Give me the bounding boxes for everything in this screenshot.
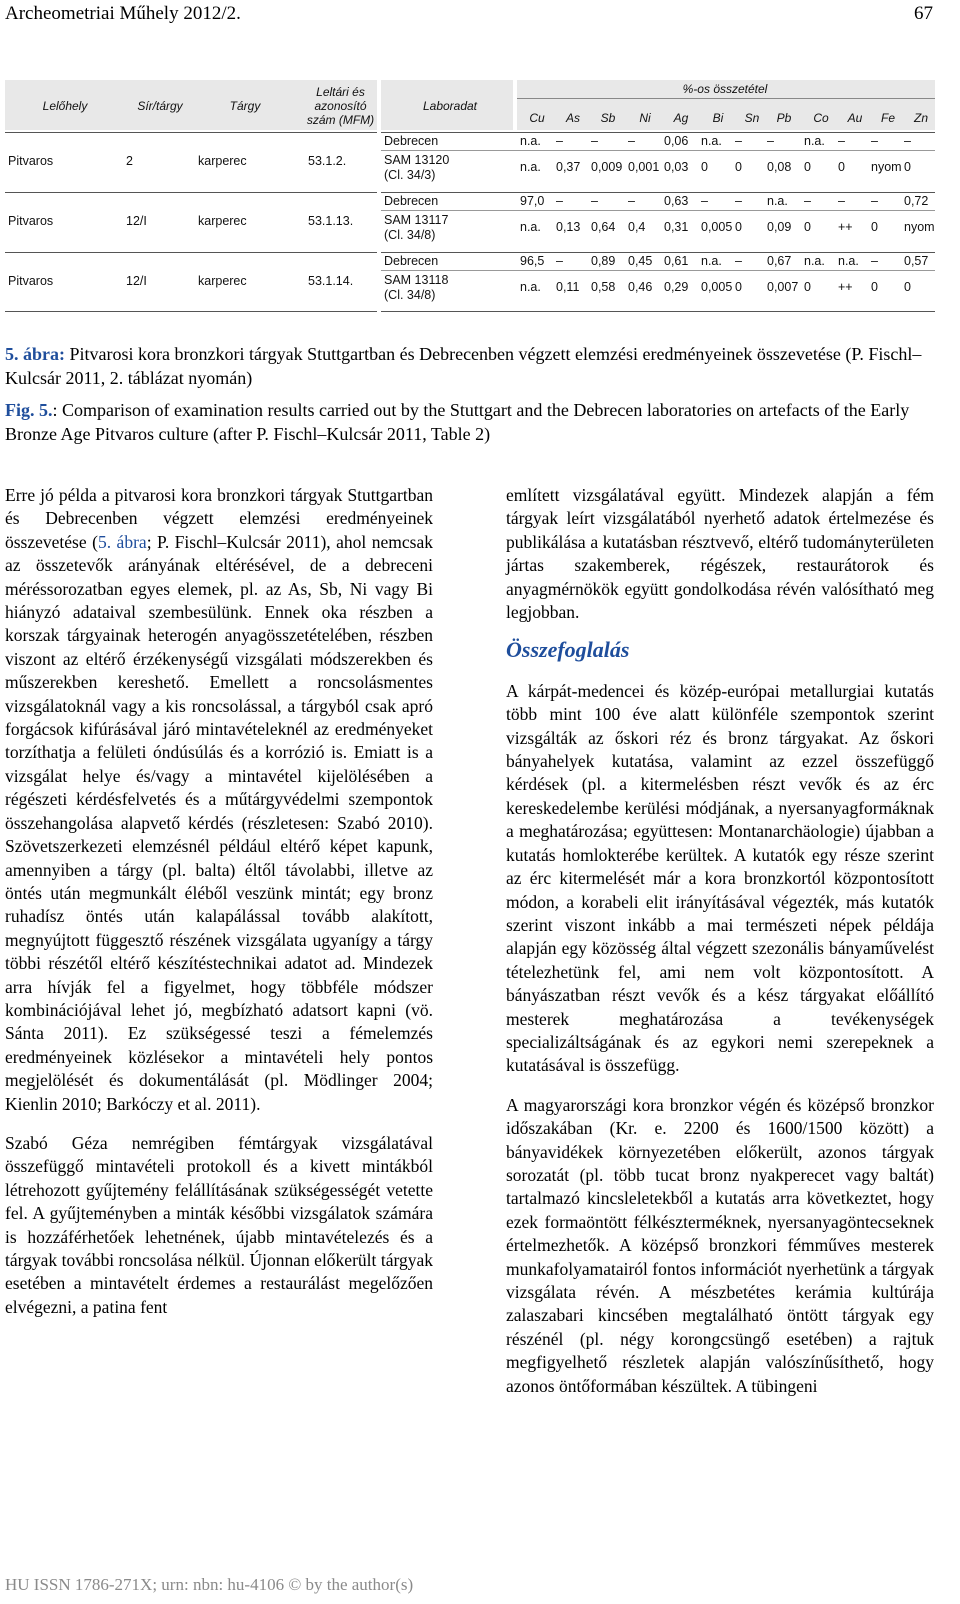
cell-value: 0,61 — [664, 254, 689, 268]
cell-value: 0 — [735, 220, 742, 234]
cell-value: 0 — [804, 280, 811, 294]
cell-inventory: 53.1.13. — [308, 214, 354, 228]
cell-value: – — [591, 194, 598, 208]
cell-value: 0,29 — [664, 280, 689, 294]
paragraph: A magyarországi kora bronzkor végén és középső bronzkor időszakában (Kr. e. 2200 és 1600/1500 között) a bányavidékek környezetében előkerült, azonos tárgyak sorozatát (pl. több tucat bronz nyakperecet vagy baltát) tartalmazó kincsleletekből a kutatás arra következtet, hogy ezek formaöntött félkészterméknek, nyersanyagöntecseknek értelmezhetők. A középső bronzkori fémműves mesterek munkafolyamatairól fontos információt nyerhetünk a tárgyak vizsgálata révén. A mészbetétes kerámia kultúrája zalaszabari kincsében megtalálható öntött tárgyak egy részénél (pl. négy korongcsüngő esetében) a rajtuk megfigyelhető részletek alapján valószínűsíthető, hogy azonos öntőformában készültek. A tübingeni — [506, 1094, 934, 1396]
cell-inventory: 53.1.2. — [308, 154, 347, 168]
cell-value: 0 — [735, 280, 742, 294]
cell-value: – — [904, 134, 911, 148]
element-header: Bi — [712, 111, 724, 125]
running-header — [5, 2, 955, 26]
element-header: Au — [847, 111, 863, 125]
section-heading: Összefoglalás — [506, 637, 630, 663]
element-header: Cu — [529, 111, 545, 125]
caption-en-label: Fig. 5. — [5, 400, 53, 420]
cell-value: nyom — [871, 160, 902, 174]
col-header-leltari-line3: szám (MFM) — [306, 113, 375, 127]
caption-hu-label: 5. ábra: — [5, 344, 65, 364]
cell-value: – — [628, 194, 635, 208]
cell-value: n.a. — [520, 160, 541, 174]
table-bottom-line — [5, 311, 377, 312]
cell-value: 0,001 — [628, 160, 660, 174]
cell-value: – — [735, 194, 742, 208]
cell-value: 0 — [804, 220, 811, 234]
sub-row-divider — [381, 150, 935, 151]
cell-lab: Debrecen — [384, 254, 439, 268]
cell-value: 0 — [701, 160, 708, 174]
cell-value: n.a. — [804, 254, 825, 268]
cell-value: n.a. — [701, 254, 722, 268]
cell-value: n.a. — [767, 194, 788, 208]
cell-value: 0,31 — [664, 220, 689, 234]
col-header-leltari-line1: Leltári és — [316, 85, 365, 99]
caption-hu-text: Pitvarosi kora bronzkori tárgyak Stuttgartban és Debrecenben végzett elemzési eredményeinek összevetése (P. Fischl–Kulcsár 2011, 2. táblázat nyomán) — [5, 344, 922, 388]
cell-value: 0,37 — [556, 160, 581, 174]
cell-value: 0,06 — [664, 134, 689, 148]
cell-value: 0,57 — [904, 254, 929, 268]
right-column — [506, 484, 934, 1398]
col-header-laboradat: Laboradat — [422, 99, 478, 113]
cell-value: – — [838, 194, 845, 208]
cell-value: n.a. — [520, 134, 541, 148]
cell-value: – — [871, 254, 878, 268]
cell-object: karperec — [198, 274, 247, 288]
cell-value: 0,64 — [591, 220, 616, 234]
cell-value: n.a. — [838, 254, 859, 268]
paragraph — [5, 484, 433, 1116]
left-column — [5, 484, 433, 1319]
cell-value: – — [871, 134, 878, 148]
cell-value: 0,007 — [767, 280, 799, 294]
cell-value: 0 — [804, 160, 811, 174]
element-header: Sn — [744, 111, 760, 125]
col-header-targy: Tárgy — [229, 99, 261, 113]
sub-row-divider — [381, 270, 935, 271]
element-header: As — [565, 111, 580, 125]
cell-value: – — [735, 254, 742, 268]
row-divider — [5, 192, 377, 193]
cell-value: 0,03 — [664, 160, 689, 174]
cell-value: 0,67 — [767, 254, 792, 268]
cell-value: ++ — [838, 220, 853, 234]
cell-value: 0,009 — [591, 160, 623, 174]
cell-value: 0,89 — [591, 254, 616, 268]
cell-grave: 2 — [126, 154, 133, 168]
cell-value: 0,08 — [767, 160, 792, 174]
cell-value: – — [591, 134, 598, 148]
cell-value: 0,005 — [701, 280, 733, 294]
cell-value: 0,13 — [556, 220, 581, 234]
cell-value: – — [556, 134, 563, 148]
cell-site: Pitvaros — [8, 214, 54, 228]
footer-issn: HU ISSN 1786-271X; urn: nbn: hu-4106 © by the author(s) — [5, 1575, 414, 1594]
cell-lab: SAM 13118 — [384, 273, 449, 287]
cell-value: 97,0 — [520, 194, 545, 208]
cell-value: 0 — [871, 280, 878, 294]
figure-reference: 5. ábra — [97, 531, 147, 552]
cell-lab: SAM 13117 — [384, 213, 449, 227]
cell-inventory: 53.1.14. — [308, 274, 354, 288]
cell-value: 0 — [871, 220, 878, 234]
col-header-sir: Sír/tárgy — [137, 99, 183, 113]
cell-value: 0 — [838, 160, 845, 174]
cell-value: n.a. — [520, 220, 541, 234]
element-header: Pb — [776, 111, 792, 125]
row-divider — [381, 132, 935, 133]
cell-lab: SAM 13120 — [384, 153, 450, 167]
cell-value: n.a. — [520, 280, 541, 294]
cell-value: – — [767, 134, 774, 148]
cell-value: n.a. — [701, 134, 722, 148]
row-divider — [381, 192, 935, 193]
cell-lab: (Cl. 34/8) — [384, 228, 436, 242]
cell-value: 0,09 — [767, 220, 792, 234]
element-header: Co — [813, 111, 829, 125]
cell-object: karperec — [198, 154, 247, 168]
cell-value: 0,11 — [556, 280, 580, 294]
caption-en-text: : Comparison of examination results carried out by the Stuttgart and the Debrecen laboratories on artefacts of the Early Bronze Age Pitvaros culture (after P. Fischl–Kulcsár 2011, Table 2) — [5, 400, 910, 444]
col-header-composition: %-os összetétel — [682, 82, 768, 96]
cell-value: – — [735, 134, 742, 148]
figure-caption-hu — [5, 342, 935, 390]
cell-value: 0 — [904, 160, 911, 174]
col-header-leltari-line2: azonosító — [314, 99, 367, 113]
cell-value: – — [838, 134, 845, 148]
col-header-leltari — [303, 85, 378, 127]
cell-lab: Debrecen — [384, 134, 439, 148]
table-bottom-line — [381, 311, 935, 312]
cell-value: – — [871, 194, 878, 208]
paragraph: A kárpát-medencei és közép-európai metallurgiai kutatás több mint 100 éve alatt különféle szempontok szerint vizsgálták az őskori réz és bronz tárgyakat. Az őskori bányahelyek kutatása, valamint az ezzel összefüggő kérdések (pl. a kitermelésben részt vevők és az érc kereskedelembe kerülési módjának, a nyersanyagformáknak a meghatározása; együttesen: Montanarchäologie) újabban a kutatás homlokterébe kerültek. A kutatók egy része szerint az érc kitermelését már a kora bronzkortól központosított módon, a korabeli elit irányításával végezték, más kutatók szerint viszont inkább a mai természeti népek példája alapján egy közösség által végzett szezonális bányaművelést tételezhetünk fel, ami nem volt központosított. A bányászatban részt vevők és a kész tárgyakat előállító mesterek meghatározása a tevékenységek specializáltságának és az egykori nemi szerepeknek a kutatásával is összefügg. — [506, 680, 934, 1076]
journal-title: Archeometriai Műhely 2012/2. — [5, 3, 241, 24]
cell-site: Pitvaros — [8, 274, 54, 288]
cell-value: nyom — [904, 220, 935, 234]
cell-value: 0,005 — [701, 220, 733, 234]
row-divider — [5, 252, 377, 253]
cell-value: 0,72 — [904, 194, 929, 208]
element-header: Ag — [673, 111, 689, 125]
cell-lab: (Cl. 34/3) — [384, 168, 436, 182]
composition-underline — [517, 98, 935, 99]
results-table — [5, 80, 955, 312]
row-divider — [5, 132, 377, 133]
cell-value: – — [556, 194, 563, 208]
cell-value: ++ — [838, 280, 853, 294]
cell-grave: 12/I — [126, 214, 147, 228]
col-header-lelohely: Lelőhely — [42, 99, 88, 113]
paragraph-text: Erre jó példa a pitvarosi kora bronzkori tárgyak Stuttgartban és Debrecenben végzett elemzési eredményeinek összevetése ( — [5, 485, 433, 552]
cell-value: 0 — [735, 160, 742, 174]
cell-object: karperec — [198, 214, 247, 228]
cell-value: – — [628, 134, 635, 148]
cell-value: – — [556, 254, 563, 268]
row-divider — [381, 252, 935, 253]
cell-lab: (Cl. 34/8) — [384, 288, 436, 302]
cell-value: 0,45 — [628, 254, 653, 268]
paragraph-text: ; P. Fischl–Kulcsár 2011), ahol nemcsak az összetevők arányának eltérésével, de a debreceni méréssorozatban egyes elemek, pl. az As, Sb, Ni vagy Bi hiányzó adataival szembesülünk. Ennek oka részben a korszak tárgyainak heterogén anyagösszetételében, részben viszont az eltérő érzékenységű vizsgálati módszerekben és műszerekben kereshető. Emellett a roncsolásmentes vizsgálatoknál vagy a kis roncsolással, a tárgyból csak apró forgácsok kifúrásával járó mintavételeknél az eredményeket torzíthatja a felületi óndúsúlás és a korrózió is. Emiatt is a vizsgálat helye és/vagy a mintavétel kijelölésében a régészeti kérdésfelvetés és a műtárgyvédelmi szempontok összehangolása alapvető kérdés (részletesen: Szabó 2010). Szövetszerkezeti elemzésnél például eltérő képet kapunk, amennyiben a tárgy (pl. balta) éltől távolabbi, illetve az öntés után megmunkált éléből veszünk mintát; egy bronz ruhadísz öntés után kalapálással tovább alakított, megnyújtott függesztő részének vizsgálata ugyanígy a tárgy többi részétől eltérő készítéstechnikai adatot ad. Mindezek arra hívják fel a figyelmet, hogy többféle módszer kombinációjával lehet jó, megbízható adatsort kapni (vö. Sánta 2011). Ez szükségessé teszi a fémelemzés eredményeinek közlésekor a mintavételi hely pontos megjelölését és dokumentálását (pl. Mödlinger 2004; Kienlin 2010; Barkóczy et al. 2011). — [5, 531, 433, 1114]
figure-caption-en — [5, 398, 935, 446]
cell-value: 0,63 — [664, 194, 689, 208]
page-number: 67 — [914, 3, 933, 24]
cell-lab: Debrecen — [384, 194, 439, 208]
cell-value: – — [701, 194, 708, 208]
cell-value: 0 — [904, 280, 911, 294]
cell-grave: 12/I — [126, 274, 147, 288]
cell-value: 0,58 — [591, 280, 616, 294]
cell-value: n.a. — [804, 134, 825, 148]
element-header: Ni — [639, 111, 651, 125]
element-header: Zn — [913, 111, 928, 125]
sub-row-divider — [381, 210, 935, 211]
element-header: Fe — [880, 111, 895, 125]
element-header: Sb — [600, 111, 616, 125]
cell-value: 96,5 — [520, 254, 545, 268]
paragraph: említett vizsgálatával együtt. Mindezek alapján a fém tárgyak leírt vizsgálatából nyerhető adatok értelmezése és publikálása a kutatásban résztvevő, eltérő tudományterületen jártas szakemberek, régészek, restaurátorok és anyagmérnökök együtt gondolkodása révén valósítható meg legjobban. — [506, 485, 934, 623]
cell-value: – — [804, 194, 811, 208]
cell-value: 0,46 — [628, 280, 653, 294]
cell-value: 0,4 — [628, 220, 646, 234]
cell-site: Pitvaros — [8, 154, 54, 168]
paragraph: Szabó Géza nemrégiben fémtárgyak vizsgálatával összefüggő mintavételi protokoll és a kivett mintákból létrehozott gyűjtemény felállításának szükségességét vetette fel. A gyűjteményben a minták későbbi vizsgálatok számára is hozzáférhetőek lehetnének, újabb mintavételezés és a tárgyak további roncsolása nélkül. Újonnan előkerült tárgyak esetében a mintavételt érdemes a restaurálást megelőzően elvégezni, a patina fent — [5, 1132, 433, 1317]
